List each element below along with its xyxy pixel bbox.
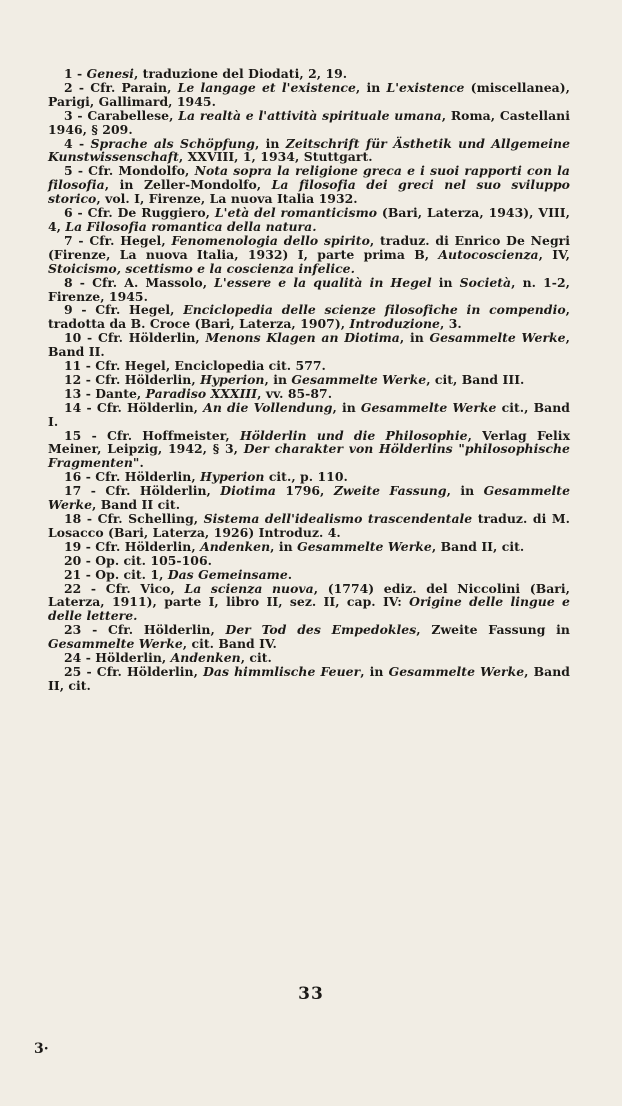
endnote-15: 15 - Cfr. Hoffmeister, Hölderlin und die Philosophie, Verlag Felix Meiner, Leipzig, 1942, § 3, Der charakter von Hölderlins "philosophische Fragmenten". (48, 427, 571, 471)
endnote-number: 17 (64, 483, 82, 499)
endnote-title-italic: Origine delle lingue e delle lettere. (48, 594, 570, 624)
endnote-title-italic: An die Vollendung (203, 399, 333, 415)
endnote-text: Cfr. Hoffmeister, (106, 427, 240, 443)
endnote-9: 9 - Cfr. Hegel, Enciclopedia delle scienze filosofiche in compendio, tradotta da B. Croce (Bari, Laterza, 1907), Introduzione, 3. (48, 302, 571, 332)
endnote-16: 16 - Cfr. Hölderlin, Hyperion cit., p. 110. (64, 469, 348, 485)
endnotes-list (48, 67, 570, 693)
endnote-text: , in (332, 399, 361, 415)
endnote-title-italic: Genesi (86, 66, 134, 81)
endnote-text: , 3. (439, 316, 462, 332)
endnote-24: 24 - Hölderlin, Andenken, cit. (64, 650, 272, 666)
endnote-5: 5 - Cfr. Mondolfo, Nota sopra la religione greca e i suoi rapporti con la filosofia, in Zeller-Mondolfo, La filosofia dei greci nel suo sviluppo storico, vol. I, Firenze, La nuova Italia 1932. (48, 163, 571, 207)
endnote-text: , vv. 85-87. (257, 385, 333, 401)
endnote-text: , in (254, 135, 286, 151)
endnote-number: 15 (64, 427, 82, 443)
endnote-title-italic: L'existence (386, 79, 465, 95)
endnote-number: 24 (64, 650, 82, 666)
endnote-title-italic: La realtà e l'attività spirituale umana (178, 107, 442, 123)
endnote-title-italic: Menons Klagen an Diotima (205, 330, 400, 346)
endnote-title-italic: Gesammelte Werke (297, 538, 432, 554)
endnote-text: Cfr. Hölderlin, (96, 399, 204, 415)
endnote-7: 7 - Cfr. Hegel, Fenomenologia dello spirito, traduz. di Enrico De Negri (Firenze, La nuova Italia, 1932) I, parte prima B, Autocoscienza, IV, Stoicismo, scettismo e la coscienza infelice. (48, 232, 571, 276)
endnote-text: (Bari, Laterza, 1943), VIII, 4, (48, 205, 570, 234)
endnote-13: 13 - Dante, Paradiso XXXIII, vv. 85-87. (64, 385, 333, 401)
endnote-title-italic: Gesammelte Werke (291, 371, 427, 387)
endnote-title-italic: Hyperion (200, 469, 265, 485)
endnote-title-italic: Sistema dell'idealismo trascendentale (203, 511, 473, 526)
endnote-text: Cfr. Hegel, (89, 232, 172, 248)
endnote-text: Hölderlin, (95, 650, 171, 666)
endnote-title-italic: Autocoscienza (438, 246, 539, 262)
endnote-title-italic: L'età del romanticismo (214, 205, 378, 221)
endnote-text: , cit, Band III. (426, 371, 525, 387)
endnote-title-italic: Das himmlische Feuer (203, 663, 361, 679)
page-number: 33 (298, 984, 324, 1004)
endnote-text: Cfr. Hölderlin, (97, 330, 206, 346)
endnote-title-italic: Diotima (220, 483, 276, 499)
endnote-10: 10 - Cfr. Hölderlin, Menons Klagen an Diotima, in Gesammelte Werke, Band II. (48, 330, 570, 360)
endnote-number: 10 (64, 330, 82, 346)
endnote-number: 5 (64, 163, 73, 179)
endnote-title-italic: Hyperion (200, 371, 265, 387)
endnote-text: Cfr. De Ruggiero, (87, 205, 215, 221)
endnote-17: 17 - Cfr. Hölderlin, Diotima 1796, Zweite Fassung, in Gesammelte Werke, Band II cit. (48, 483, 570, 513)
endnote-text: , Band II, cit. (48, 663, 571, 693)
endnote-text: Cfr. Hölderlin, (108, 622, 226, 638)
endnote-text: Cfr. Mondolfo, (88, 163, 195, 179)
endnote-title-italic: Gesammelte Werke (429, 330, 566, 346)
endnote-text: , in (446, 483, 484, 499)
endnote-22: 22 - Cfr. Vico, La scienza nuova, (1774) ediz. del Niccolini (Bari, Laterza, 1911), parte I, libro II, sez. II, cap. IV: Origine delle lingue e delle lettere. (48, 580, 570, 624)
endnote-text: , IV, (538, 246, 570, 262)
endnote-text: , traduz. di Enrico De Negri (Firenze, La nuova Italia, 1932) I, parte prima B, (48, 232, 571, 262)
endnote-text: Dante, (95, 385, 146, 401)
endnote-number: 16 (64, 469, 82, 485)
endnote-text: , Band II, cit. (431, 538, 525, 554)
endnote-text: Cfr. Parain, (90, 79, 178, 95)
endnote-text: , XXVIII, 1, 1934, Stuttgart. (178, 149, 373, 165)
endnote-text: (miscellanea), Parigi, Gallimard, 1945. (48, 79, 570, 109)
endnote-text: cit., Band I. (48, 399, 570, 429)
endnote-number: 18 (64, 511, 82, 526)
endnote-text: , tradotta da B. Croce (Bari, Laterza, 1907), (48, 302, 571, 332)
endnote-number: 4 (64, 135, 73, 151)
endnote-number: 11 (64, 358, 82, 374)
endnote-title-italic: Gesammelte Werke (360, 399, 497, 415)
endnote-text: , Roma, Castellani 1946, § 209. (48, 107, 570, 137)
endnote-number: 3 (64, 107, 73, 123)
endnote-text: , in (399, 330, 430, 346)
endnote-21: 21 - Op. cit. 1, Das Gemeinsame. (64, 566, 293, 582)
endnote-text: cit., p. 110. (264, 469, 348, 485)
endnote-text: Cfr. Hölderlin, (96, 663, 204, 679)
endnote-text: in (431, 274, 460, 290)
endnote-11: 11 - Cfr. Hegel, Enciclopedia cit. 577. (64, 358, 326, 374)
endnote-text: Op. cit. 105-106. (95, 552, 212, 568)
endnote-number: 19 (64, 538, 82, 554)
endnote-text: , traduzione del Diodati, 2, 19. (133, 66, 348, 81)
endnote-8: 8 - Cfr. A. Massolo, L'essere e la qualità in Hegel in Società, n. 1-2, Firenze, 1945. (48, 274, 571, 304)
endnote-title-italic: Das Gemeinsame (167, 566, 288, 582)
endnote-text: , vol. I, Firenze, La nuova Italia 1932. (96, 191, 358, 207)
endnote-text: , cit. (240, 650, 272, 666)
endnote-title-italic: Zeitschrift für Ästhetik und Allgemeine Kunstwissenschaft (48, 135, 571, 165)
endnote-number: 2 (64, 79, 73, 95)
endnote-number: 13 (64, 385, 82, 401)
endnote-number: 14 (64, 399, 82, 415)
endnote-text: Carabellese, (87, 107, 179, 123)
endnote-title-italic: Gesammelte Werke (48, 636, 183, 652)
endnote-title-italic: Hölderlin und die Philosophie (239, 427, 468, 443)
endnote-number: 12 (64, 371, 82, 387)
endnote-title-italic: Fenomenologia dello spirito (171, 232, 370, 248)
endnote-25: 25 - Cfr. Hölderlin, Das himmlische Feuer, in Gesammelte Werke, Band II, cit. (48, 663, 571, 693)
endnote-title-italic: Andenken (170, 650, 241, 666)
endnote-title-italic: Gesammelte Werke (48, 483, 570, 513)
endnote-text: Cfr. Vico, (105, 580, 185, 596)
endnote-title-italic: Le langage et l'existence (177, 79, 356, 95)
endnote-text: Cfr. Schelling, (97, 511, 204, 526)
endnote-text: , Band II cit. (92, 497, 181, 513)
endnote-text: Cfr. Hölderlin, (95, 469, 201, 485)
endnote-title-italic: La Filosofia romantica della natura. (65, 218, 317, 234)
endnote-text: traduz. di M. Losacco (Bari, Laterza, 1926) Introduz. 4. (48, 511, 570, 540)
endnote-text: , (1774) ediz. del Niccolini (Bari, Laterza, 1911), parte I, libro II, sez. II, cap. IV: (48, 580, 570, 610)
endnote-20: 20 - Op. cit. 105-106. (64, 552, 212, 568)
endnote-title-italic: Andenken (200, 538, 271, 554)
endnote-19: 19 - Cfr. Hölderlin, Andenken, in Gesammelte Werke, Band II, cit. (64, 538, 525, 554)
endnote-title-italic: La filosofia dei greci nel suo sviluppo storico (48, 177, 570, 207)
endnote-18: 18 - Cfr. Schelling, Sistema dell'idealismo trascendentale traduz. di M. Losacco (Bari, Laterza, 1926) Introduz. 4. (48, 511, 570, 540)
endnote-title-italic: Sprache als Schöpfung (90, 135, 255, 151)
endnote-number: 22 (64, 580, 82, 596)
endnote-number: 8 (64, 274, 73, 290)
endnote-title-italic: Der charakter von Hölderlins "philosophische Fragmenten" (48, 441, 570, 471)
endnote-3: 3 - Carabellese, La realtà e l'attività spirituale umana, Roma, Castellani 1946, § 209. (48, 107, 570, 137)
endnote-number: 9 (64, 302, 73, 318)
endnote-text: , Zweite Fassung in (416, 622, 570, 638)
endnote-4: 4 - Sprache als Schöpfung, in Zeitschrift für Ästhetik und Allgemeine Kunstwissenschaft, XXVIII, 1, 1934, Stuttgart. (48, 135, 571, 165)
endnote-23: 23 - Cfr. Hölderlin, Der Tod des Empedokles, Zweite Fassung in Gesammelte Werke, cit. Band IV. (48, 622, 570, 652)
endnote-title-italic: Nota sopra la religione greca e i suoi rapporti con la filosofia (48, 163, 571, 193)
endnote-number: 21 (64, 566, 82, 582)
endnote-text: 1796, (275, 483, 334, 499)
endnote-text: Cfr. Hölderlin, (95, 538, 201, 554)
endnote-text: , in Zeller-Mondolfo, (104, 177, 272, 193)
endnote-6: 6 - Cfr. De Ruggiero, L'età del romanticismo (Bari, Laterza, 1943), VIII, 4, La Filosofia romantica della natura. (48, 205, 570, 234)
endnote-number: 6 (64, 205, 73, 221)
endnote-title-italic: Gesammelte Werke (388, 663, 525, 679)
endnote-number: 20 (64, 552, 82, 568)
endnote-12: 12 - Cfr. Hölderlin, Hyperion, in Gesammelte Werke, cit, Band III. (64, 371, 525, 387)
endnote-title-italic: Introduzione (349, 316, 440, 332)
endnote-title-italic: Der Tod des Empedokles (225, 622, 417, 638)
endnote-title-italic: Zweite Fassung (333, 483, 447, 499)
endnote-1: 1 - Genesi, traduzione del Diodati, 2, 19. (64, 66, 348, 81)
endnote-number: 1 (64, 66, 73, 81)
endnote-text: Cfr. A. Massolo, (92, 274, 215, 290)
endnote-text: . (139, 455, 144, 471)
endnote-title-italic: Società (459, 274, 512, 290)
endnote-2: 2 - Cfr. Parain, Le langage et l'existence, in L'existence (miscellanea), Parigi, Gallimard, 1945. (48, 79, 570, 109)
signature-mark: 3· (34, 1041, 49, 1057)
endnote-text: , in (360, 663, 389, 679)
endnote-text: Cfr. Hegel, (95, 302, 184, 318)
endnote-text: Cfr. Hegel, Enciclopedia cit. 577. (95, 358, 326, 374)
endnote-text: , Verlag Felix Meiner, Leipzig, 1942, § 3, (48, 427, 571, 457)
endnote-14: 14 - Cfr. Hölderlin, An die Vollendung, in Gesammelte Werke cit., Band I. (48, 399, 570, 429)
endnote-text: , n. 1-2, Firenze, 1945. (48, 274, 571, 304)
endnote-text: , cit. Band IV. (182, 636, 277, 652)
endnote-number: 7 (64, 232, 73, 248)
endnote-title-italic: La scienza nuova (184, 580, 314, 596)
endnote-text: Cfr. Hölderlin, (95, 371, 201, 387)
endnote-text: , in (264, 371, 292, 387)
endnote-text: . (287, 566, 293, 582)
endnote-text: , Band II. (48, 330, 570, 360)
endnote-title-italic: Stoicismo, scettismo e la coscienza infelice. (48, 260, 355, 276)
endnote-text: , in (270, 538, 298, 554)
endnote-text: , in (355, 79, 387, 95)
endnote-title-italic: Enciclopedia delle scienze filosofiche in compendio (183, 302, 566, 318)
endnote-title-italic: L'essere e la qualità in Hegel (214, 274, 432, 290)
endnote-title-italic: Paradiso XXXIII (145, 385, 258, 401)
endnote-text: Cfr. Hölderlin, (105, 483, 221, 499)
endnote-number: 23 (64, 622, 82, 638)
endnote-number: 25 (64, 663, 82, 679)
endnote-text: Op. cit. 1, (95, 566, 168, 582)
